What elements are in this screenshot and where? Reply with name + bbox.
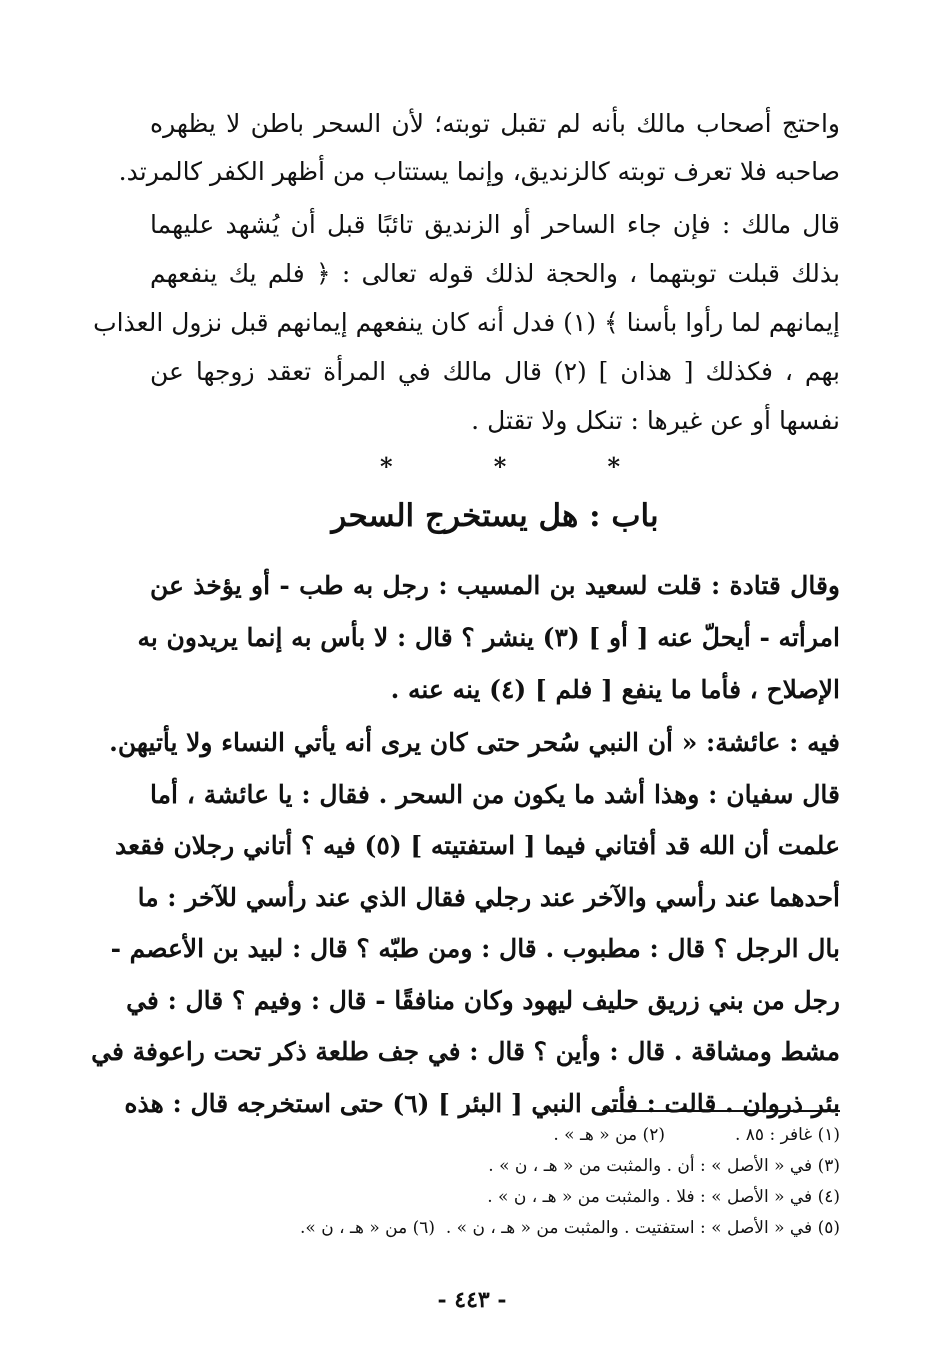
footnote-1: (١) غافر : ٨٥ . — [734, 1125, 840, 1145]
footnotes — [150, 1120, 840, 1244]
text-line: نفسها أو عن غيرها : تنكل ولا تقتل . — [471, 406, 840, 435]
text-line: إيمانهم لما رأوا بأسنا ﴾ (١) فدل أنه كان ينفعهم إيمانهم قبل نزول العذاب — [93, 308, 840, 337]
text-line: صاحبه فلا تعرف توبته كالزنديق، وإنما يستتاب من أظهر الكفر كالمرتد. — [118, 157, 840, 186]
footnote-line — [150, 1120, 840, 1151]
footnote-divider — [602, 1110, 840, 1112]
text-line: قال سفيان : وهذا أشد ما يكون من السحر . فقال : يا عائشة ، أما — [150, 779, 840, 809]
text-line: فيه : عائشة: « أن النبي سُحر حتى كان يرى أنه يأتي النساء ولا يأتيهن. — [109, 728, 840, 757]
footnote-6: (٦) من « هـ ، ن ». — [300, 1218, 436, 1238]
asterisk-ornament: * — [493, 452, 507, 481]
section-separator — [380, 452, 620, 481]
text-line: امرأته - أيحلّ عنه [ أو ] (٣) ينشر ؟ قال : لا بأس به إنما يريدون به — [137, 623, 840, 652]
text-line: بذلك قبلت توبتهما ، والحجة لذلك قوله تعالى : ﴿ فلم يك ينفعهم — [150, 259, 840, 288]
paragraph-malik-companions — [118, 100, 840, 196]
footnote-4: (٤) في « الأصل » : فلا . والمثبت من « هـ ، ن » . — [487, 1187, 840, 1207]
text-line: رجل من بني زريق حليف ليهود وكان منافقًا - قال : وفيم ؟ قال : في — [126, 985, 840, 1015]
text-line: علمت أن الله قد أفتاني فيما [ استفتيته ] (٥) فيه ؟ أتاني رجلان فقعد — [114, 831, 840, 860]
text-line: الإصلاح ، فأما ما ينفع [ فلم ] (٤) ينه عنه . — [390, 675, 840, 704]
text-line: واحتج أصحاب مالك بأنه لم تقبل توبته؛ لأن السحر باطن لا يظهره — [150, 109, 840, 138]
paragraph-qatada — [137, 560, 840, 716]
asterisk-ornament: * — [607, 452, 620, 481]
chapter-heading: باب : هل يستخرج السحر — [331, 498, 659, 534]
page-number: - ٤٤٣ - — [437, 1287, 507, 1313]
footnote-5: (٥) في « الأصل » : استفتيت . والمثبت من « هـ ، ن » . — [445, 1218, 840, 1238]
text-line: قال مالك : فإن جاء الساحر أو الزنديق تائبًا قبل أن يُشهد عليهما — [150, 210, 840, 239]
text-line: أحدهما عند رأسي والآخر عند رجلي فقال الذي عند رأسي للآخر : ما — [137, 882, 840, 912]
asterisk-ornament: * — [380, 452, 393, 481]
text-line: بئر ذروان . قالت : فأتى النبي [ البئر ] (٦) حتى استخرجه قال : هذه — [124, 1088, 840, 1118]
text-line: مشط ومشاقة . قال : وأين ؟ قال : في جف طلعة ذكر تحت راعوفة في — [91, 1037, 840, 1066]
text-line: بهم ، فكذلك [ هذان ] (٢) قال مالك في المرأة تعقد زوجها عن — [150, 357, 840, 386]
footnote-3: (٣) في « الأصل » : أن . والمثبت من « هـ ، ن » . — [488, 1156, 840, 1176]
footnote-line — [150, 1213, 840, 1244]
paragraph-aisha-hadith — [91, 717, 840, 1129]
text-line: بال الرجل ؟ قال : مطبوب . قال : ومن طبّه ؟ قال : لبيد بن الأعصم - — [110, 934, 840, 963]
paragraph-malik-saying — [93, 200, 840, 445]
footnote-2: (٢) من « هـ » . — [553, 1125, 665, 1145]
text-line: وقال قتادة : قلت لسعيد بن المسيب : رجل به طب - أو يؤخذ عن — [150, 571, 840, 600]
